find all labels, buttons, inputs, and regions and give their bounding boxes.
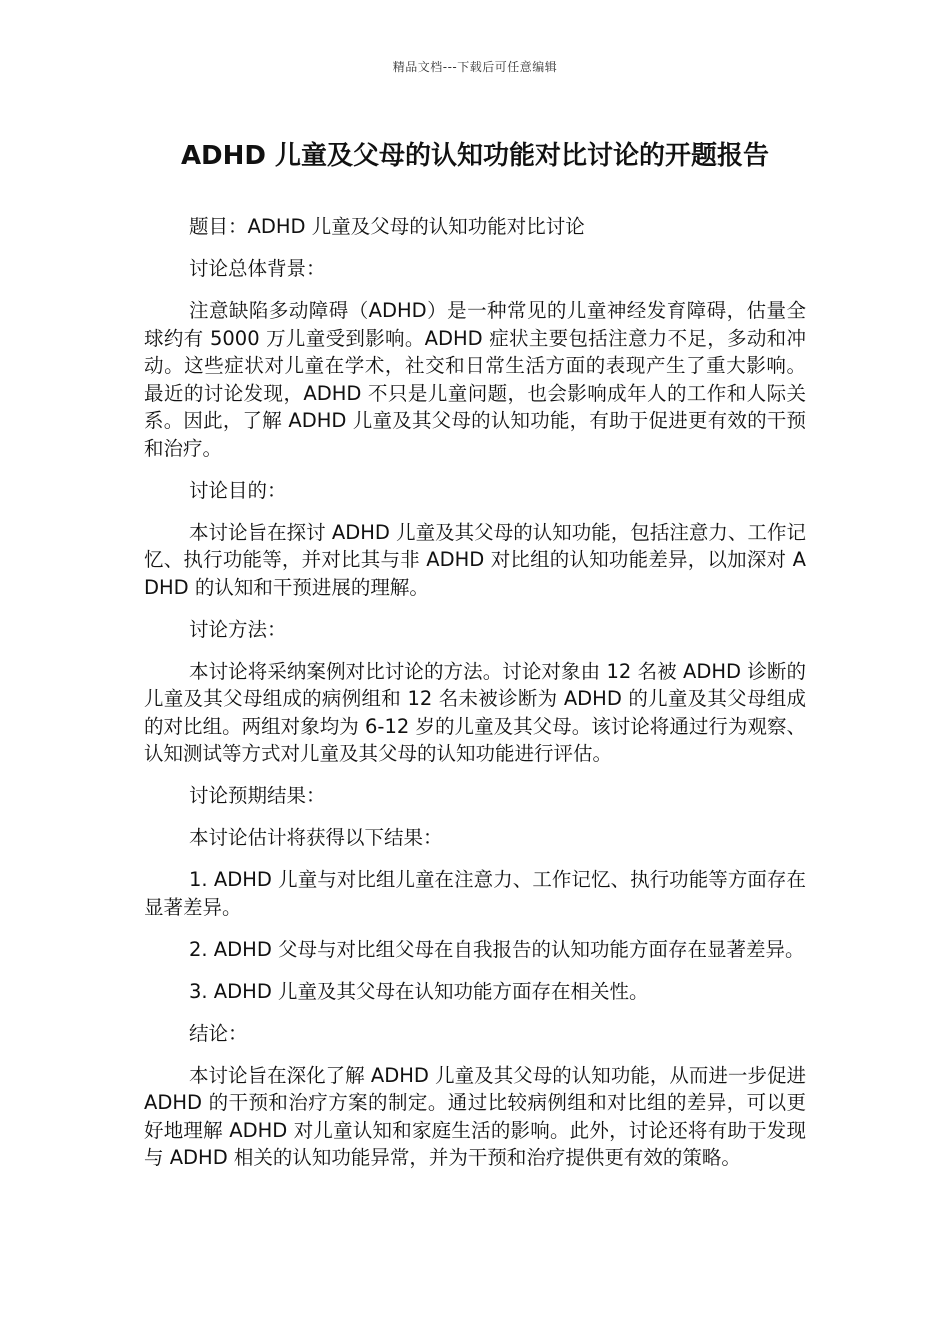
heading-background: 讨论总体背景： bbox=[189, 257, 326, 280]
paragraph-method: 本讨论将采纳案例对比讨论的方法。讨论对象由 12 名被 ADHD 诊断的儿童及其父母组成的病例组和 12 名未被诊断为 ADHD 的儿童及其父母组成的对比组。两组对象均为 6-12 岁的儿童及其父母。该讨论将通过行为观察、认知测试等方式对儿童及其父母的认知功能进行评估。 bbox=[144, 659, 806, 765]
document-title: ADHD 儿童及父母的认知功能对比讨论的开题报告 bbox=[180, 141, 770, 171]
document-body bbox=[144, 213, 806, 1186]
heading-expected-results: 讨论预期结果： bbox=[189, 784, 326, 807]
list-item-result-2: 2. ADHD 父母与对比组父母在自我报告的认知功能方面存在显著差异。 bbox=[189, 937, 805, 961]
heading-purpose: 讨论目的： bbox=[189, 478, 287, 502]
page-header-watermark: 精品文档---下载后可任意编辑 bbox=[392, 60, 558, 74]
paragraph-conclusion: 本讨论旨在深化了解 ADHD 儿童及其父母的认知功能，从而进一步促进 ADHD 的干预和治疗方案的制定。通过比较病例组和对比组的差异，可以更好地理解 ADHD 对儿童认知和家庭生活的影响。此外，讨论还将有助于发现与 ADHD 相关的认知功能异常，并为干预和治疗提供更有效的策略。 bbox=[144, 1063, 806, 1169]
paragraph-expected-intro: 本讨论估计将获得以下结果： bbox=[189, 826, 443, 849]
list-item-result-1: 1. ADHD 儿童与对比组儿童在注意力、工作记忆、执行功能等方面存在显著差异。 bbox=[144, 868, 806, 919]
heading-conclusion: 结论： bbox=[189, 1021, 248, 1045]
heading-method: 讨论方法： bbox=[189, 617, 287, 641]
list-item-result-3: 3. ADHD 儿童及其父母在认知功能方面存在相关性。 bbox=[189, 979, 649, 1003]
paragraph-topic: 题目：ADHD 儿童及父母的认知功能对比讨论 bbox=[189, 215, 585, 238]
paragraph-background: 注意缺陷多动障碍（ADHD）是一种常见的儿童神经发育障碍，估量全球约有 5000 万儿童受到影响。ADHD 症状主要包括注意力不足，多动和冲动。这些症状对儿童在学术，社交和日常生活方面的表现产生了重大影响。最近的讨论发现，ADHD 不只是儿童问题，也会影响成年人的工作和人际关系。因此，了解 ADHD 儿童及其父母的认知功能，有助于促进更有效的干预和治疗。 bbox=[144, 299, 806, 460]
paragraph-purpose: 本讨论旨在探讨 ADHD 儿童及其父母的认知功能，包括注意力、工作记忆、执行功能等，并对比其与非 ADHD 对比组的认知功能差异，以加深对 ADHD 的认知和干预进展的理解。 bbox=[144, 520, 806, 599]
